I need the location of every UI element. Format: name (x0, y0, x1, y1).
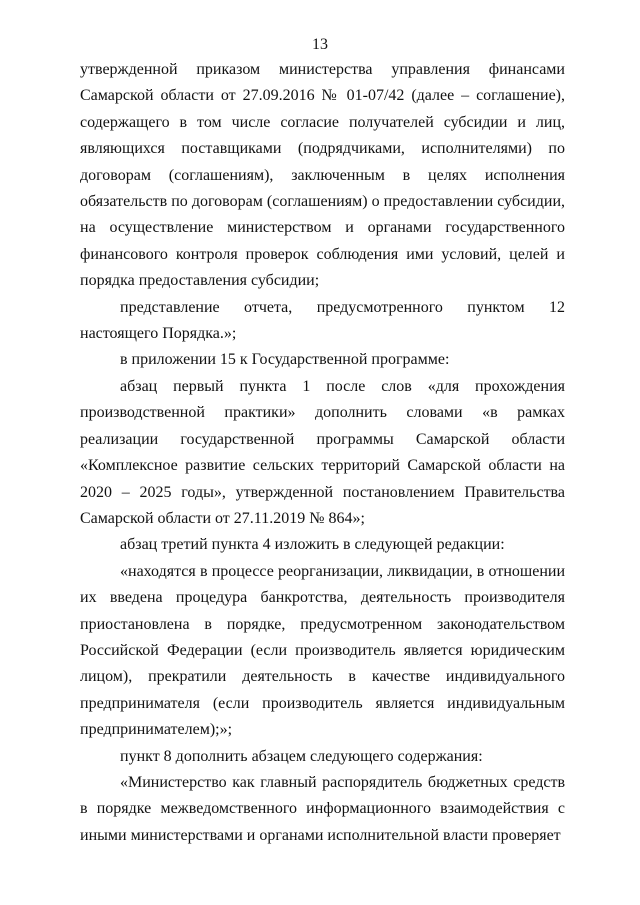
paragraph-appendix-15-heading: в приложении 15 к Государственной программе: (120, 351, 450, 369)
document-body (80, 57, 565, 849)
paragraph-point-8-new-text: «Министерство как главный распорядитель бюджетных средств в порядке межведомственного информационного взаимодействия с иными министерствами и органами исполнительной власти проверяет (80, 773, 565, 844)
paragraph-report-submission: представление отчета, предусмотренного пунктом 12 настоящего Порядка.»; (80, 298, 565, 343)
paragraph-agreement-continuation: утвержденной приказом министерства управления финансами Самарской области от 27.09.2016 № 01-07/42 (далее – соглашение), содержащего в том числе согласие получателей субсидии и лиц, являющихся поставщиками (подрядчиками, исполнителями) по договорам (соглашениям), заключенным в целях исполнения обязательств по договорам (соглашениям) о предоставлении субсидии, на осуществление министерством и органами государственного финансового контроля проверок соблюдения ими условий, целей и порядка предоставления субсидии; (80, 61, 565, 290)
page-number: 13 (312, 36, 328, 53)
paragraph-point-4-new-text: «находятся в процессе реорганизации, ликвидации, в отношении их введена процедура банкротства, деятельность производителя приостановлена в порядке, предусмотренном законодательством Российской Федерации (если производитель является юридическим лицом), прекратили деятельность в качестве индивидуального предпринимателя (если производитель является индивидуальным предпринимателем);»; (80, 562, 565, 739)
paragraph-point-8-heading: пункт 8 дополнить абзацем следующего содержания: (120, 747, 483, 765)
paragraph-point-4-heading: абзац третий пункта 4 изложить в следующей редакции: (120, 536, 505, 554)
paragraph-point-1-amendment: абзац первый пункта 1 после слов «для прохождения производственной практики» дополнить словами «в рамках реализации государственной программы Самарской области «Комплексное развитие сельских территорий Самарской области на 2020 – 2025 годы», утвержденной постановлением Правительства Самарской области от 27.11.2019 № 864»; (80, 377, 565, 527)
